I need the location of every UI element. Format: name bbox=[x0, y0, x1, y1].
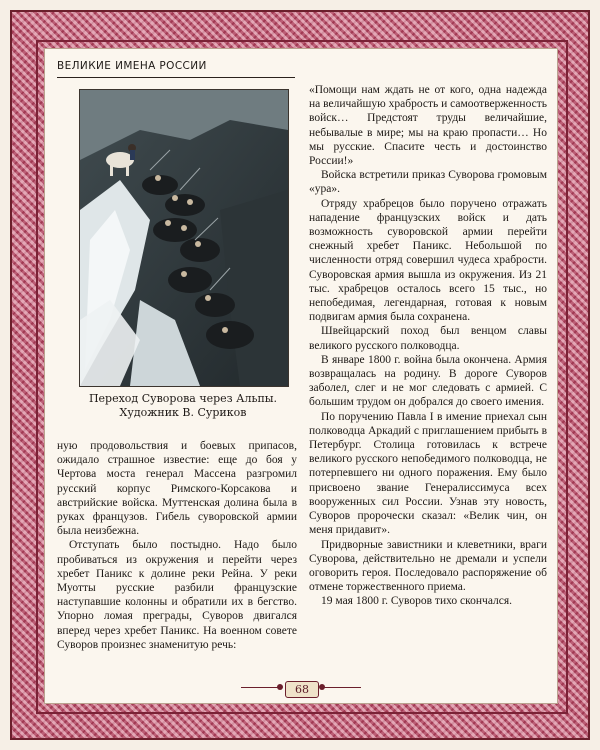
paragraph: Отряду храбрецов было поручено отражать нападение французских войск и дать возможность суворовской армии перейти снежный хребет Паникс. Небольшой по численности отряд совершил чудеса храбрости. Суворовская армия вышла из окружения. Из 21 тыс. храбрецов осталось всего 15 тыс., но непобедимая, легендарная, готовая к новым подвигам армия была сохранена. bbox=[309, 197, 547, 324]
book-page bbox=[44, 48, 558, 704]
painting-suvorov-crossing-alps bbox=[79, 89, 289, 387]
ornament-dot bbox=[277, 684, 283, 690]
running-header: ВЕЛИКИЕ ИМЕНА РОССИИ bbox=[57, 60, 207, 72]
caption-line-2: Художник В. Суриков bbox=[119, 406, 247, 419]
paragraph: По поручению Павла I в имение приехал сын полководца Аркадий с приглашением прибыть в Петербург. Столица готовилась к встрече великого русского непобедимого полководца, не потерпевшего ни одного поражения. Ему было присвоено звание Генералиссимуса всех вооруженных сил России. Узнав эту новость, Суворов пророчески сказал: «Велик чин, он меня придавит». bbox=[309, 410, 547, 537]
paragraph: В январе 1800 г. война была окончена. Армия возвращалась на родину. В дороге Суворов заболел, слег и не мог следовать с армией. С большим трудом он добрался до своего имения. bbox=[309, 353, 547, 409]
right-text-column bbox=[309, 83, 547, 609]
header-rule bbox=[57, 77, 295, 78]
paragraph: «Помощи нам ждать не от кого, одна надежда на величайшую храбрость и самоотверженность войск… Предстоят труды величайшие, небывалые в мире; мы на краю пропасти… Но мы русские. Спасите честь и достоинство России!» bbox=[309, 84, 547, 168]
ornament-line-left bbox=[241, 687, 281, 688]
left-text-column bbox=[57, 439, 297, 652]
figure-caption bbox=[63, 392, 303, 420]
paragraph: Придворные завистники и клеветники, враги Суворова, действительно не дремали и успели оговорить героя. Последовало распоряжение об отмене торжественного приема. bbox=[309, 538, 547, 594]
page-number-ornament bbox=[241, 679, 361, 699]
ornament-line-right bbox=[321, 687, 361, 688]
paragraph: Отступать было постыдно. Надо было пробиваться из окружения и перейти через хребет Паникс к долине реки Рейна. У реки Муотты русские разбили французские наступавшие колонны и обратили их в бегство. Упорно ломая преграды, Суворов двигался вперед через хребет Паникс. На военном совете Суворов произнес знаменитую речь: bbox=[57, 539, 297, 651]
paragraph: ную продовольствия и боевых припасов, ожидало страшное известие: еще до боя у Чертова моста генерал Массена разгромил русский корпус Римского-Корсакова и австрийские войска. Муттенская долина была в руках французов. Гибель суворовской армии была неизбежна. bbox=[57, 440, 297, 538]
page-number: 68 bbox=[285, 681, 319, 698]
paragraph: Войска встретили приказ Суворова громовым «ура». bbox=[309, 169, 547, 196]
caption-line-1: Переход Суворова через Альпы. bbox=[88, 392, 278, 405]
paragraph: 19 мая 1800 г. Суворов тихо скончался. bbox=[321, 595, 513, 608]
paragraph: Швейцарский поход был венцом славы великого русского полководца. bbox=[309, 325, 547, 352]
